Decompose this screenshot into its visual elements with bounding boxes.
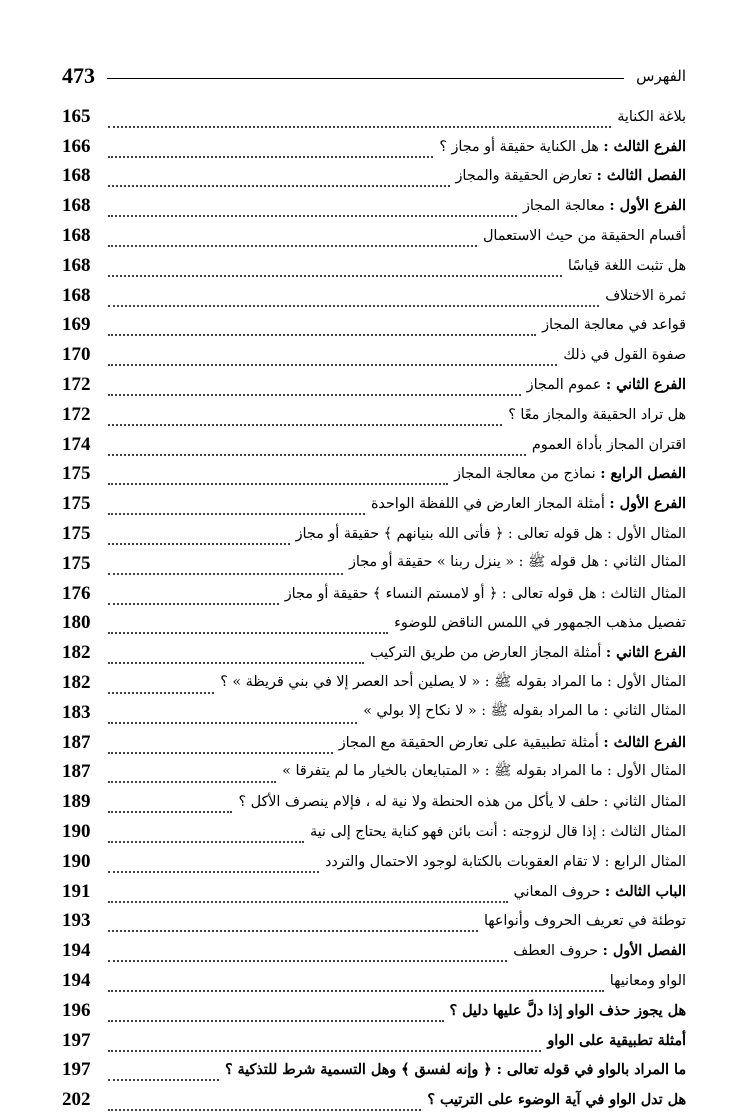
entry-title: [394, 615, 686, 631]
dot-leader: [108, 1030, 541, 1052]
entry-text: ثمرة الاختلاف: [605, 287, 686, 304]
entry-text: أمثلة المجاز العارض في اللفظة الواحدة: [370, 496, 610, 513]
index-entry: [62, 698, 686, 728]
entry-title: [310, 824, 686, 840]
entry-text: الواو ومعانيها: [609, 973, 686, 989]
entry-page-number: 187: [62, 761, 91, 783]
entry-page-number: 189: [62, 791, 91, 813]
dot-leader: [108, 940, 507, 962]
index-entry: [62, 1026, 686, 1056]
entry-page-number: 197: [62, 1059, 91, 1081]
index-entry: [62, 311, 686, 341]
entry-title: [454, 466, 686, 482]
entry-page-number: 166: [62, 135, 91, 157]
entry-text: توطئة في تعريف الحروف وأنواعها: [483, 913, 686, 930]
dot-leader: [108, 165, 450, 187]
dot-leader: [108, 314, 536, 336]
index-page: [62, 58, 686, 1115]
dot-leader: [108, 1089, 421, 1111]
index-entry: [62, 519, 686, 549]
running-title: الفهرس: [636, 67, 686, 85]
entry-heading: هل تدل الواو في آية الوضوء على الترتيب ؟: [427, 1092, 686, 1109]
index-entry: [62, 817, 686, 847]
dot-leader: [108, 255, 562, 277]
entry-text: المثال الأول : ما المراد بقوله ﷺ : « المتبايعان بالخيار ما لم يتفرقا »: [282, 762, 686, 779]
index-entry: [62, 221, 686, 251]
entry-text: المثال الثاني : هل قوله ﷺ : « ينزل ربنا » حقيقة أو مجاز: [348, 554, 686, 571]
dot-leader: [108, 463, 448, 485]
entry-title: [363, 702, 686, 723]
entry-page-number: 175: [62, 523, 91, 545]
entry-text: المثال الأول : هل قوله تعالى : ﴿ فأتى الله بنيانهم ﴾ حقيقة أو مجاز: [295, 526, 686, 543]
dot-leader: [108, 672, 214, 694]
index-entry: [62, 102, 686, 132]
index-list: [62, 102, 686, 1115]
entry-title: [371, 496, 686, 512]
entry-title: [605, 288, 686, 304]
entry-text: بلاغة الكناية: [617, 108, 686, 125]
entry-page-number: 176: [62, 582, 91, 604]
index-entry: [62, 787, 686, 817]
dot-leader: [108, 642, 364, 664]
entry-title: [532, 437, 686, 453]
entry-page-number: 175: [62, 552, 91, 574]
index-entry: [62, 877, 686, 907]
entry-title: [456, 168, 686, 184]
index-entry: [62, 966, 686, 996]
entry-title: [617, 109, 686, 125]
entry-page-number: 183: [62, 701, 91, 723]
index-entry: [62, 489, 686, 519]
entry-title: [483, 228, 686, 244]
entry-title: [325, 854, 686, 870]
entry-page-number: 168: [62, 195, 91, 217]
index-entry: [62, 996, 686, 1026]
index-entry: [62, 251, 686, 281]
entry-page-number: 182: [62, 672, 91, 694]
entry-heading: الفرع الأول :: [609, 198, 686, 215]
dot-leader: [108, 881, 508, 903]
dot-leader: [108, 195, 517, 217]
entry-text: المثال الأول : ما المراد بقوله ﷺ : « لا يصلين أحد العصر إلا في بني قريظة » ؟: [220, 673, 686, 690]
index-entry: [62, 609, 686, 639]
entry-page-number: 168: [62, 225, 91, 247]
index-entry: [62, 936, 686, 966]
index-entry: [62, 668, 686, 698]
entry-text: أقسام الحقيقة من حيث الاستعمال: [482, 228, 686, 245]
index-entry: [62, 340, 686, 370]
dot-leader: [108, 732, 333, 754]
dot-leader: [108, 1000, 444, 1022]
entry-title: [238, 794, 686, 810]
index-entry: [62, 1085, 686, 1115]
index-entry: [62, 758, 686, 788]
entry-text: تفصيل مذهب الجمهور في اللمس الناقض للوضوء: [394, 615, 686, 632]
index-entry: [62, 638, 686, 668]
dot-leader: [108, 910, 478, 932]
entry-text: هل الكناية حقيقة أو مجاز ؟: [439, 138, 604, 155]
dot-leader: [108, 583, 279, 605]
entry-title: [427, 1092, 686, 1108]
entry-title: [563, 347, 686, 363]
entry-page-number: 170: [62, 344, 91, 366]
entry-text: عموم المجاز: [526, 377, 606, 394]
page-header: [62, 58, 686, 88]
entry-heading: الفرع الثالث :: [603, 734, 686, 751]
dot-leader: [108, 434, 526, 456]
entry-text: أمثلة المجاز العارض من طريق التركيب: [370, 645, 606, 662]
index-entry: [62, 907, 686, 937]
entry-title: [225, 1062, 686, 1078]
entry-text: نماذج من معالجة المجاز: [454, 466, 601, 483]
entry-heading: الفصل الأول :: [602, 943, 686, 960]
dot-leader: [108, 493, 365, 515]
entry-text: هل تثبت اللغة قياسًا: [567, 257, 686, 274]
entry-title: [339, 735, 686, 751]
entry-title: [282, 762, 686, 783]
index-entry: [62, 460, 686, 490]
dot-leader: [108, 106, 611, 128]
entry-heading: الفرع الثاني :: [605, 645, 686, 662]
entry-text: حروف المعاني: [513, 883, 605, 900]
entry-title: [484, 913, 686, 929]
entry-page-number: 196: [62, 999, 91, 1021]
entry-title: [349, 553, 686, 574]
entry-page-number: 197: [62, 1029, 91, 1051]
dot-leader: [108, 791, 232, 813]
index-entry: [62, 579, 686, 609]
index-entry: [62, 847, 686, 877]
entry-text: صفوة القول في ذلك: [563, 347, 686, 364]
dot-leader: [108, 612, 388, 634]
index-entry: [62, 430, 686, 460]
dot-leader: [108, 553, 343, 575]
entry-heading: هل يجوز حذف الواو إذا دلَّ عليها دليل ؟: [449, 1002, 686, 1019]
entry-title: [508, 407, 686, 423]
entry-title: [542, 317, 686, 333]
entry-title: [547, 1033, 686, 1049]
entry-text: قواعد في معالجة المجاز: [542, 317, 686, 334]
index-entry: [62, 400, 686, 430]
entry-title: [610, 973, 686, 989]
entry-text: أمثلة تطبيقية على تعارض الحقيقة مع المجاز: [338, 734, 604, 751]
entry-page-number: 190: [62, 850, 91, 872]
entry-title: [296, 526, 686, 542]
dot-leader: [108, 136, 433, 158]
entry-text: المثال الرابع : لا تقام العقوبات بالكتابة لوجود الاحتمال والتردد: [324, 853, 686, 870]
entry-page-number: 174: [62, 433, 91, 455]
entry-title: [220, 673, 686, 694]
entry-text: المثال الثالث : إذا قال لزوجته : أنت بائن فهو كناية يحتاج إلى نية: [309, 824, 686, 841]
entry-page-number: 194: [62, 970, 91, 991]
entry-text: المثال الثالث : هل قوله تعالى : ﴿ أو لامستم النساء ﴾ حقيقة أو مجاز: [284, 585, 686, 602]
entry-page-number: 180: [62, 612, 91, 634]
entry-heading: الفرع الأول :: [609, 496, 686, 513]
entry-page-number: 190: [62, 821, 91, 843]
dot-leader: [108, 404, 502, 426]
page-number: 473: [62, 63, 95, 88]
entry-title: [523, 198, 686, 214]
entry-page-number: 194: [62, 940, 91, 962]
entry-heading: أمثلة تطبيقية على الواو: [547, 1032, 686, 1049]
entry-title: [513, 943, 686, 959]
entry-title: [514, 884, 686, 900]
entry-text: المثال الثاني : حلف لا يأكل من هذه الحنطة ولا نية له ، فإلام ينصرف الأكل ؟: [238, 794, 686, 811]
entry-page-number: 193: [62, 910, 91, 932]
entry-heading: الفصل الرابع :: [600, 466, 686, 483]
entry-heading: الفرع الثالث :: [603, 138, 686, 155]
index-entry: [62, 549, 686, 579]
index-entry: [62, 281, 686, 311]
entry-title: [439, 139, 686, 155]
index-entry: [62, 728, 686, 758]
dot-leader: [108, 970, 604, 992]
entry-page-number: 168: [62, 165, 91, 187]
entry-page-number: 168: [62, 254, 91, 276]
entry-page-number: 175: [62, 463, 91, 485]
entry-title: [370, 645, 686, 661]
header-rule: [107, 78, 624, 79]
entry-text: اقتران المجاز بأداة العموم: [531, 436, 686, 453]
dot-leader: [108, 761, 276, 783]
entry-heading: ما المراد بالواو في قوله تعالى : ﴿ وإنه لفسق ﴾ وهل التسمية شرط للتذكية ؟: [224, 1062, 686, 1079]
dot-leader: [108, 851, 319, 873]
dot-leader: [108, 523, 290, 545]
entry-text: المثال الثاني : ما المراد بقوله ﷺ : « لا نكاح إلا بولي »: [363, 703, 686, 720]
index-entry: [62, 1056, 686, 1086]
dot-leader: [108, 702, 357, 724]
entry-heading: الباب الثالث :: [604, 883, 686, 900]
dot-leader: [108, 821, 304, 843]
dot-leader: [108, 285, 599, 307]
entry-title: [450, 1003, 686, 1019]
index-entry: [62, 162, 686, 192]
dot-leader: [108, 374, 521, 396]
entry-title: [527, 377, 686, 393]
index-entry: [62, 191, 686, 221]
entry-page-number: 172: [62, 374, 91, 396]
entry-text: تعارض الحقيقة والمجاز: [455, 168, 597, 185]
index-entry: [62, 370, 686, 400]
entry-page-number: 169: [62, 314, 91, 336]
entry-text: معالجة المجاز: [523, 198, 610, 215]
dot-leader: [108, 344, 557, 366]
entry-title: [568, 258, 686, 274]
entry-page-number: 172: [62, 403, 91, 425]
entry-title: [285, 586, 686, 602]
entry-page-number: 165: [62, 105, 91, 127]
entry-text: حروف العطف: [513, 943, 603, 960]
entry-page-number: 187: [62, 731, 91, 753]
entry-page-number: 182: [62, 642, 91, 664]
entry-text: هل تراد الحقيقة والمجاز معًا ؟: [508, 406, 686, 423]
entry-page-number: 175: [62, 493, 91, 515]
entry-heading: الفرع الثاني :: [605, 377, 686, 394]
dot-leader: [108, 225, 477, 247]
entry-page-number: 191: [62, 880, 91, 902]
entry-page-number: 202: [62, 1089, 91, 1111]
index-entry: [62, 132, 686, 162]
dot-leader: [108, 1059, 219, 1081]
entry-heading: الفصل الثالث :: [596, 168, 686, 185]
entry-page-number: 168: [62, 284, 91, 306]
